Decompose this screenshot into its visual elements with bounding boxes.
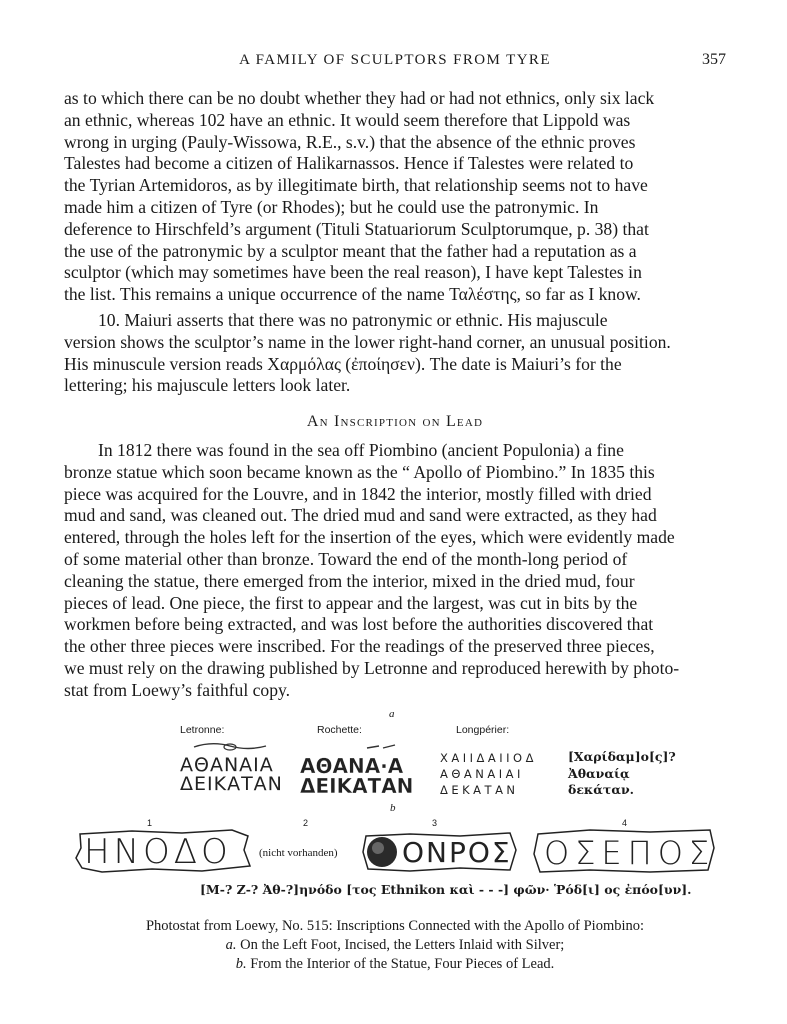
- piece-number: 4: [622, 818, 628, 828]
- text-line: workmen before being extracted, and was lost before the authorities discovered that: [64, 614, 654, 635]
- inscription-line: ΔΕΚΑΤΑΝ: [440, 783, 519, 797]
- reading-line: [Χαρίδαμ]ο[ς]?: [568, 749, 676, 764]
- column-label-letronne: Letronne:: [180, 724, 225, 736]
- text-line: mud and sand, was cleaned out. The dried mud and sand were extracted, as they had: [64, 505, 657, 526]
- inscription-line: ΑΘΑΝΑΙΑΙ: [440, 767, 524, 781]
- reading-a: [568, 749, 676, 799]
- text-line: cleaning the statue, there emerged from the interior, mixed in the dried mud, four: [64, 570, 635, 591]
- text-line: as to which there can be no doubt whether they had or had not ethnics, only six lack: [64, 88, 655, 108]
- lead-piece-4-text: ΟΣΕΠΟΣ: [544, 834, 716, 872]
- caption-line: a. On the Left Foot, Incised, the Letters Inlaid with Silver;: [225, 937, 565, 953]
- text-line: deference to Hirschfeld’s argument (Tituli Statuariorum Sculptorumque, p. 38) that: [64, 218, 649, 239]
- text-line: 10. Maiuri asserts that there was no patronymic or ethnic. His majuscule: [98, 310, 608, 330]
- paragraph-1: [64, 88, 726, 306]
- inscription-line: ΧΑΙΙΔΑΙΙΟΔ: [440, 751, 537, 765]
- text-line: His minuscule version reads Χαρμόλας (ἐποίησεν). The date is Maiuri’s for the: [64, 353, 622, 374]
- text-line: piece was acquired for the Louvre, and in 1842 the interior, mostly filled with dried: [64, 483, 652, 504]
- inscription-line: ΔΕΙΚΑΤΑΝ: [180, 773, 283, 795]
- inscription-line: ΑΘΑΝΑ·Α: [300, 754, 404, 778]
- text-line: sculptor (which may sometimes have been the real reason), I have kept Talestes in: [64, 262, 642, 283]
- figure-caption: [64, 917, 726, 974]
- text-line: we must rely on the drawing published by Letronne and reproduced herewith by photo-: [64, 657, 680, 678]
- letronne-flourish-mark: [192, 738, 268, 754]
- piece-number: 2: [303, 818, 309, 828]
- text-line: an ethnic, whereas 102 have an ethnic. It would seem therefore that Lippold was: [64, 109, 631, 130]
- reading-line: δεκάταν.: [568, 782, 634, 797]
- text-line: entered, through the holes left for the insertion of the eyes, which were evidently made: [64, 527, 675, 548]
- text-line: the other three pieces were inscribed. For the readings of the preserved three pieces,: [64, 636, 655, 657]
- column-label-rochette: Rochette:: [317, 724, 362, 736]
- column-label-longperier: Longpérier:: [456, 724, 510, 736]
- rochette-flourish-mark: [365, 742, 397, 752]
- caption-line: b. From the Interior of the Statue, Four Pieces of Lead.: [235, 956, 555, 972]
- piece-2-missing-note: (nicht vorhanden): [259, 847, 338, 859]
- text-line: In 1812 there was found in the sea off Piombino (ancient Populonia) a fine: [98, 440, 624, 460]
- page-number: 357: [702, 51, 726, 68]
- figure-label-b: b: [390, 802, 396, 814]
- inscription-line: ΑΘΑΝΑΙΑ: [180, 754, 274, 776]
- lead-piece-3-text: ΟΝΡΟΣ: [402, 836, 512, 869]
- text-line: version shows the sculptor’s name in the lower right-hand corner, an unusual position.: [64, 331, 671, 352]
- reading-line: Ἀθαναίᾳ: [568, 765, 630, 781]
- text-line: the list. This remains a unique occurrence of the name Ταλέστης, so far as I know.: [64, 284, 641, 305]
- longperier-inscription: [440, 750, 537, 798]
- letronne-inscription: [180, 756, 283, 794]
- caption-line: Photostat from Loewy, No. 515: Inscriptions Connected with the Apollo of Piombino:: [145, 918, 645, 934]
- text-line: the Tyrian Artemidoros, as by illegitimate birth, that relationship seems not to have: [64, 175, 648, 196]
- text-line: made him a citizen of Tyre (or Rhodes); but he could use the patronymic. In: [64, 196, 599, 217]
- inscription-line: ΔΕΙΚΑΤΑΝ: [300, 774, 414, 798]
- text-line: bronze statue which soon became known as the “ Apollo of Piombino.” In 1835 this: [64, 461, 655, 482]
- lead-piece-1-text: ΗΝΟΔΟ: [84, 832, 232, 872]
- figure-label-a: a: [389, 708, 395, 720]
- piece-number: 1: [147, 818, 153, 828]
- page-header: [64, 52, 726, 74]
- text-line: pieces of lead. One piece, the first to appear and the largest, was cut in bits by the: [64, 592, 638, 613]
- paragraph-3: [64, 440, 726, 702]
- paragraph-2: [64, 310, 726, 397]
- rochette-inscription: [300, 756, 413, 796]
- section-heading: An Inscription on Lead: [306, 413, 484, 430]
- running-title: A FAMILY OF SCULPTORS FROM TYRE: [239, 52, 551, 68]
- piece-number: 3: [432, 818, 438, 828]
- text-line: stat from Loewy’s faithful copy.: [64, 679, 291, 700]
- text-line: wrong in urging (Pauly-Wissowa, R.E., s.v.) that the absence of the ethnic proves: [64, 131, 636, 152]
- text-line: of some material other than bronze. Toward the end of the month-long period of: [64, 548, 628, 569]
- text-line: lettering; his majuscule letters look later.: [64, 375, 351, 396]
- text-line: Talestes had become a citizen of Halikarnassos. Hence if Talestes were related to: [64, 153, 634, 174]
- reading-b: [Μ-? Ζ-? Ἀθ-?]ηνόδο [τος Ethnikon καὶ - - -] φῶν· Ῥόδ[ι] ος ἐπόο[υν].: [200, 882, 692, 897]
- text-line: the use of the patronymic by a sculptor meant that the father had a reputation as a: [64, 240, 637, 261]
